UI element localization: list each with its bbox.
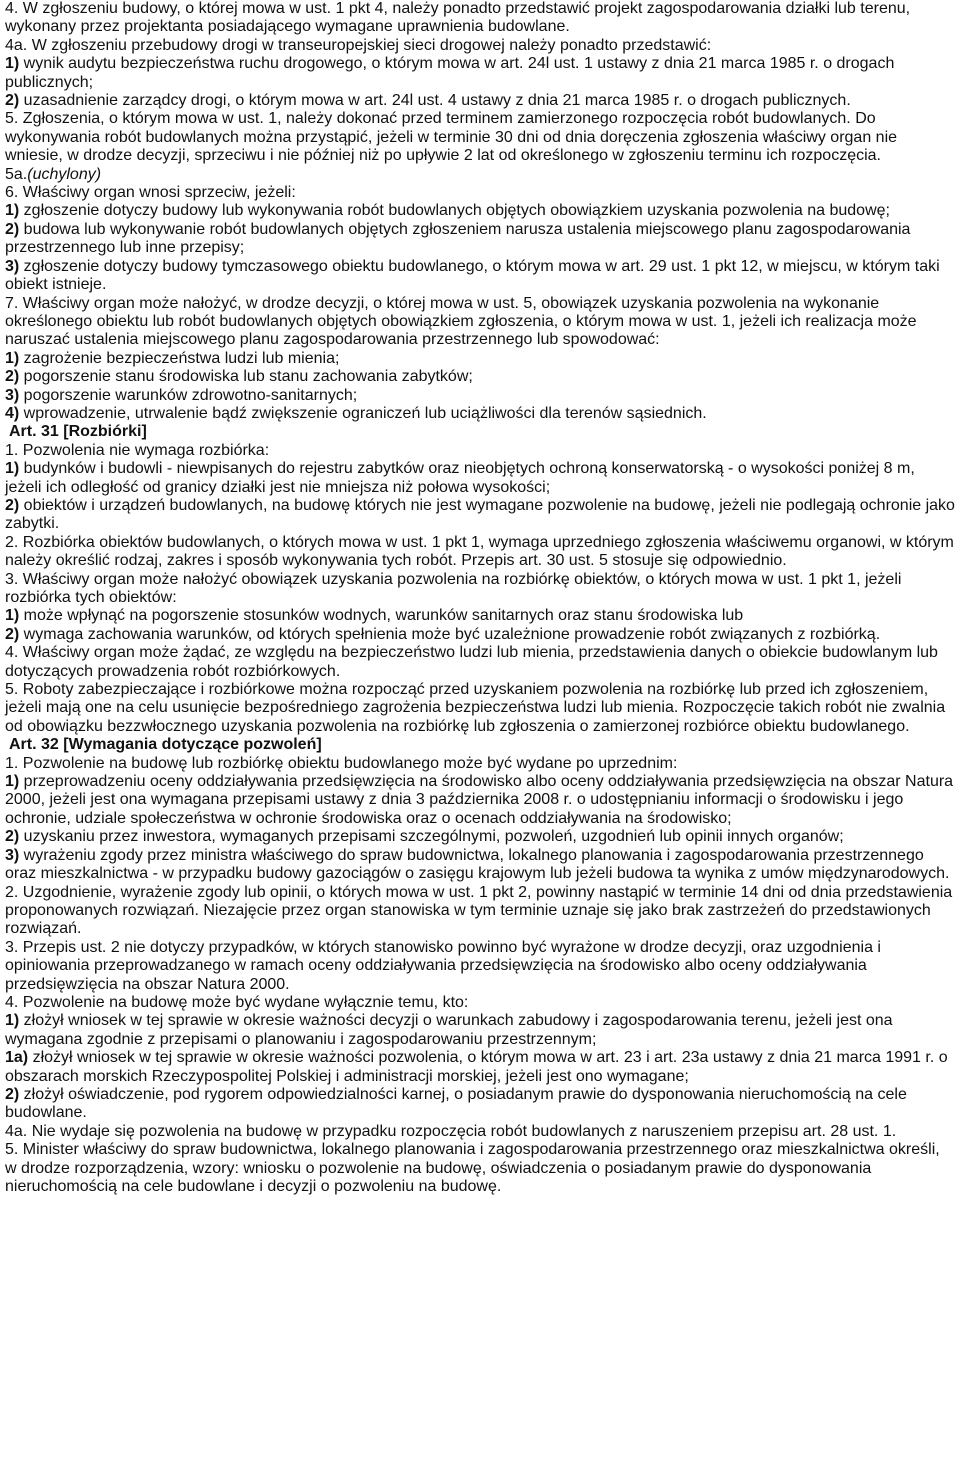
item-text: zgłoszenie dotyczy budowy lub wykonywania robót budowlanych objętych obowiązkiem uzyskania pozwolenia na budowę; — [19, 202, 890, 220]
item-text: wynik audytu bezpieczeństwa ruchu drogowego, o którym mowa w art. 24l ust. 1 ustawy z dnia 21 marca 1985 r. o drogach publicznych; — [5, 55, 895, 91]
list-item — [5, 607, 955, 625]
list-item — [5, 497, 955, 534]
item-text: może wpłynąć na pogorszenie stosunków wodnych, warunków sanitarnych oraz stanu środowiska lub — [19, 607, 744, 625]
list-item — [5, 626, 955, 644]
paragraph: 6. Właściwy organ wnosi sprzeciw, jeżeli: — [5, 184, 296, 202]
article-heading: Art. 31 [Rozbiórki] — [9, 423, 147, 441]
item-text: wyrażeniu zgody przez ministra właściwego do spraw budownictwa, lokalnego planowania i zagospodarowania przestrzennego oraz mieszkalnictwa - w przypadku budowy gazociągów o zasięgu krajowym lub jeżeli budowa ta wynika z umów międzynarodowych. — [5, 846, 950, 883]
item-number: 1) — [5, 607, 20, 625]
list-item — [5, 258, 955, 295]
paragraph: 5. Zgłoszenia, o którym mowa w ust. 1, należy dokonać przed terminem zamierzonego rozpoczęcia robót budowlanych. Do wykonywania robót budowlanych można przystąpić, jeżeli w terminie 30 dni od dnia doręczenia zgłoszenia właściwy organ nie wniesie, w drodze decyzji, sprzeciwu i nie później niż po upływie 2 lat od określonego w zgłoszeniu terminu ich rozpoczęcia. — [5, 110, 898, 165]
item-number: 2) — [5, 625, 20, 643]
article-heading: Art. 32 [Wymagania dotyczące pozwoleń] — [9, 736, 322, 754]
item-number: 1) — [5, 202, 20, 220]
item-text: złożył wniosek w tej sprawie w okresie ważności decyzji o warunkach zabudowy i zagospodarowania terenu, jeżeli jest ona wymagana zgodnie z przepisami o planowaniu i zagospodarowaniu przestrzennym; — [5, 1012, 893, 1048]
paragraph: 2. Rozbiórka obiektów budowlanych, o których mowa w ust. 1 pkt 1, wymaga uprzedniego zgłoszenia właściwemu organowi, w którym należy określić rodzaj, zakres i sposób wykonywania tych robót. Przepis art. 30 ust. 5 stosuje się odpowiednio. — [5, 533, 954, 570]
item-number: 2) — [5, 1085, 20, 1103]
paragraph: 3. Właściwy organ może nałożyć obowiązek uzyskania pozwolenia na rozbiórkę obiektów, o których mowa w ust. 1 pkt 1, jeżeli rozbiórka tych obiektów: — [5, 570, 902, 606]
list-item — [5, 221, 955, 258]
item-number: 3) — [5, 846, 20, 864]
item-text: obiektów i urządzeń budowlanych, na budowę których nie jest wymagane pozwolenie na budowę, jeżeli nie podlegają ochronie jako zabytki. — [5, 496, 955, 533]
item-text: przeprowadzeniu oceny oddziaływania przedsięwzięcia na środowisko albo oceny oddziaływania przedsięwzięcia na obszar Natura 2000, jeżeli jest ona wymagana przepisami ustawy z dnia 3 października 2008 r. o udostępnianiu informacji o środowisku i jego ochronie, udziale społeczeństwa w ochronie środowiska oraz o ocenach oddziaływania na środowisko; — [5, 773, 954, 827]
item-number: 1) — [5, 55, 20, 73]
item-number: 3) — [5, 257, 20, 275]
paragraph: 4. Pozwolenie na budowę może być wydane wyłącznie temu, kto: — [5, 993, 469, 1011]
item-number: 1a) — [5, 1049, 29, 1067]
paragraph: 7. Właściwy organ może nałożyć, w drodze decyzji, o której mowa w ust. 5, obowiązek uzyskania pozwolenia na wykonanie określonego obiektu lub robót budowlanych objętych obowiązkiem zgłoszenia, o którym mowa w ust. 1, jeżeli ich realizacja może naruszać ustalenia miejscowego planu zagospodarowania przestrzennego lub spowodować: — [5, 294, 917, 349]
repealed-provision — [5, 166, 955, 184]
list-item — [5, 773, 955, 828]
item-text: uzyskaniu przez inwestora, wymaganych przepisami szczególnymi, pozwoleń, uzgodnień lub opinii innych organów; — [19, 828, 844, 846]
paragraph: 5. Roboty zabezpieczające i rozbiórkowe można rozpocząć przed uzyskaniem pozwolenia na rozbiórkę lub przed ich zgłoszeniem, jeżeli mają one na celu usunięcie bezpośredniego zagrożenia bezpieczeństwa ludzi lub mienia. Rozpoczęcie takich robót nie zwalnia od obowiązku bezzwłocznego uzyskania pozwolenia na rozbiórkę lub zgłoszenia o zamierzonej rozbiórce obiektu budowlanego. — [5, 681, 946, 735]
item-number: 2) — [5, 92, 20, 110]
item-number: 4) — [5, 404, 20, 422]
item-text: zagrożenie bezpieczeństwa ludzi lub mienia; — [19, 349, 340, 367]
list-item — [5, 202, 955, 220]
item-number: 2) — [5, 220, 20, 238]
item-number: 1) — [5, 1012, 20, 1030]
item-text: pogorszenie stanu środowiska lub stanu zachowania zabytków; — [19, 368, 473, 386]
item-text: budowa lub wykonywanie robót budowlanych objętych zgłoszeniem narusza ustalenia miejscowego planu zagospodarowania przestrzennego lub inne przepisy; — [5, 220, 911, 257]
paragraph: 4. W zgłoszeniu budowy, o której mowa w ust. 1 pkt 4, należy ponadto przedstawić projekt zagospodarowania działki lub terenu, wykonany przez projektanta posiadającego wymagane uprawnienia budowlane. — [5, 0, 911, 36]
item-number: 5a. — [5, 165, 28, 183]
paragraph: 2. Uzgodnienie, wyrażenie zgody lub opinii, o których mowa w ust. 1 pkt 2, powinny nastąpić w terminie 14 dni od dnia przedstawienia proponowanych rozwiązań. Niezajęcie przez organ stanowiska w tym terminie uznaje się jako brak zastrzeżeń do przedstawionych rozwiązań. — [5, 883, 953, 938]
item-text: wymaga zachowania warunków, od których spełnienia może być uzależnione prowadzenie robót związanych z rozbiórką. — [19, 625, 881, 643]
item-text: budynków i budowli - niewpisanych do rejestru zabytków oraz nieobjętych ochroną konserwatorską - o wysokości poniżej 8 m, jeżeli ich odległość od granicy działki jest nie mniejsza niż połowa wysokości; — [5, 460, 915, 496]
item-number: 2) — [5, 368, 20, 386]
list-item — [5, 55, 955, 92]
document-page — [5, 0, 955, 1196]
list-item — [5, 460, 955, 497]
item-number: 1) — [5, 349, 20, 367]
item-number: 3) — [5, 386, 20, 404]
paragraph: 3. Przepis ust. 2 nie dotyczy przypadków, w których stanowisko powinno być wyrażone w drodze decyzji, oraz uzgodnienia i opiniowania przeprowadzanego w ramach oceny oddziaływania przedsięwzięcia na środowisko albo oceny oddziaływania przedsięwzięcia na obszar Natura 2000. — [5, 938, 881, 993]
list-item — [5, 1086, 955, 1123]
paragraph: 1. Pozwolenie na budowę lub rozbiórkę obiektu budowlanego może być wydane po uprzednim: — [5, 754, 678, 772]
list-item — [5, 847, 955, 884]
list-item — [5, 92, 955, 110]
paragraph: 4a. Nie wydaje się pozwolenia na budowę w przypadku rozpoczęcia robót budowlanych z naruszeniem przepisu art. 28 ust. 1. — [5, 1122, 897, 1140]
list-item — [5, 1012, 955, 1049]
list-item — [5, 828, 955, 846]
paragraph: 4. Właściwy organ może żądać, ze względu na bezpieczeństwo ludzi lub mienia, przedstawienia danych o obiekcie budowlanym lub dotyczących prowadzenia robót rozbiórkowych. — [5, 644, 938, 680]
paragraph: 1. Pozwolenia nie wymaga rozbiórka: — [5, 441, 270, 459]
list-item — [5, 1049, 955, 1086]
item-number: 1) — [5, 460, 20, 478]
paragraph: 5. Minister właściwy do spraw budownictwa, lokalnego planowania i zagospodarowania przestrzennego oraz mieszkalnictwa określi, w drodze rozporządzenia, wzory: wniosku o pozwolenie na budowę, oświadczenia o posiadanym prawie do dysponowania nieruchomością na cele budowlane i decyzji o pozwoleniu na budowę. — [5, 1141, 940, 1195]
item-text: wprowadzenie, utrwalenie bądź zwiększenie ograniczeń lub uciążliwości dla terenów sąsiednich. — [19, 404, 707, 422]
item-text: (uchylony) — [27, 165, 102, 183]
list-item — [5, 405, 955, 423]
item-number: 2) — [5, 828, 20, 846]
item-text: zgłoszenie dotyczy budowy tymczasowego obiektu budowlanego, o którym mowa w art. 29 ust. 1 pkt 12, w miejscu, w którym taki obiekt istnieje. — [5, 257, 940, 294]
item-number: 2) — [5, 496, 20, 514]
item-text: złożył oświadczenie, pod rygorem odpowiedzialności karnej, o posiadanym prawie do dysponowania nieruchomością na cele budowlane. — [5, 1085, 907, 1122]
item-text: uzasadnienie zarządcy drogi, o którym mowa w art. 24l ust. 4 ustawy z dnia 21 marca 1985 r. o drogach publicznych. — [19, 92, 851, 110]
item-number: 1) — [5, 773, 20, 791]
paragraph: 4a. W zgłoszeniu przebudowy drogi w transeuropejskiej sieci drogowej należy ponadto przedstawić: — [5, 36, 712, 54]
list-item — [5, 387, 955, 405]
item-text: złożył wniosek w tej sprawie w okresie ważności pozwolenia, o którym mowa w art. 23 i art. 23a ustawy z dnia 21 marca 1991 r. o obszarach morskich Rzeczypospolitej Polskiej i administracji morskiej, jeżeli jest ono wymagane; — [5, 1049, 948, 1085]
list-item — [5, 350, 955, 368]
item-text: pogorszenie warunków zdrowotno-sanitarnych; — [19, 386, 358, 404]
list-item — [5, 368, 955, 386]
